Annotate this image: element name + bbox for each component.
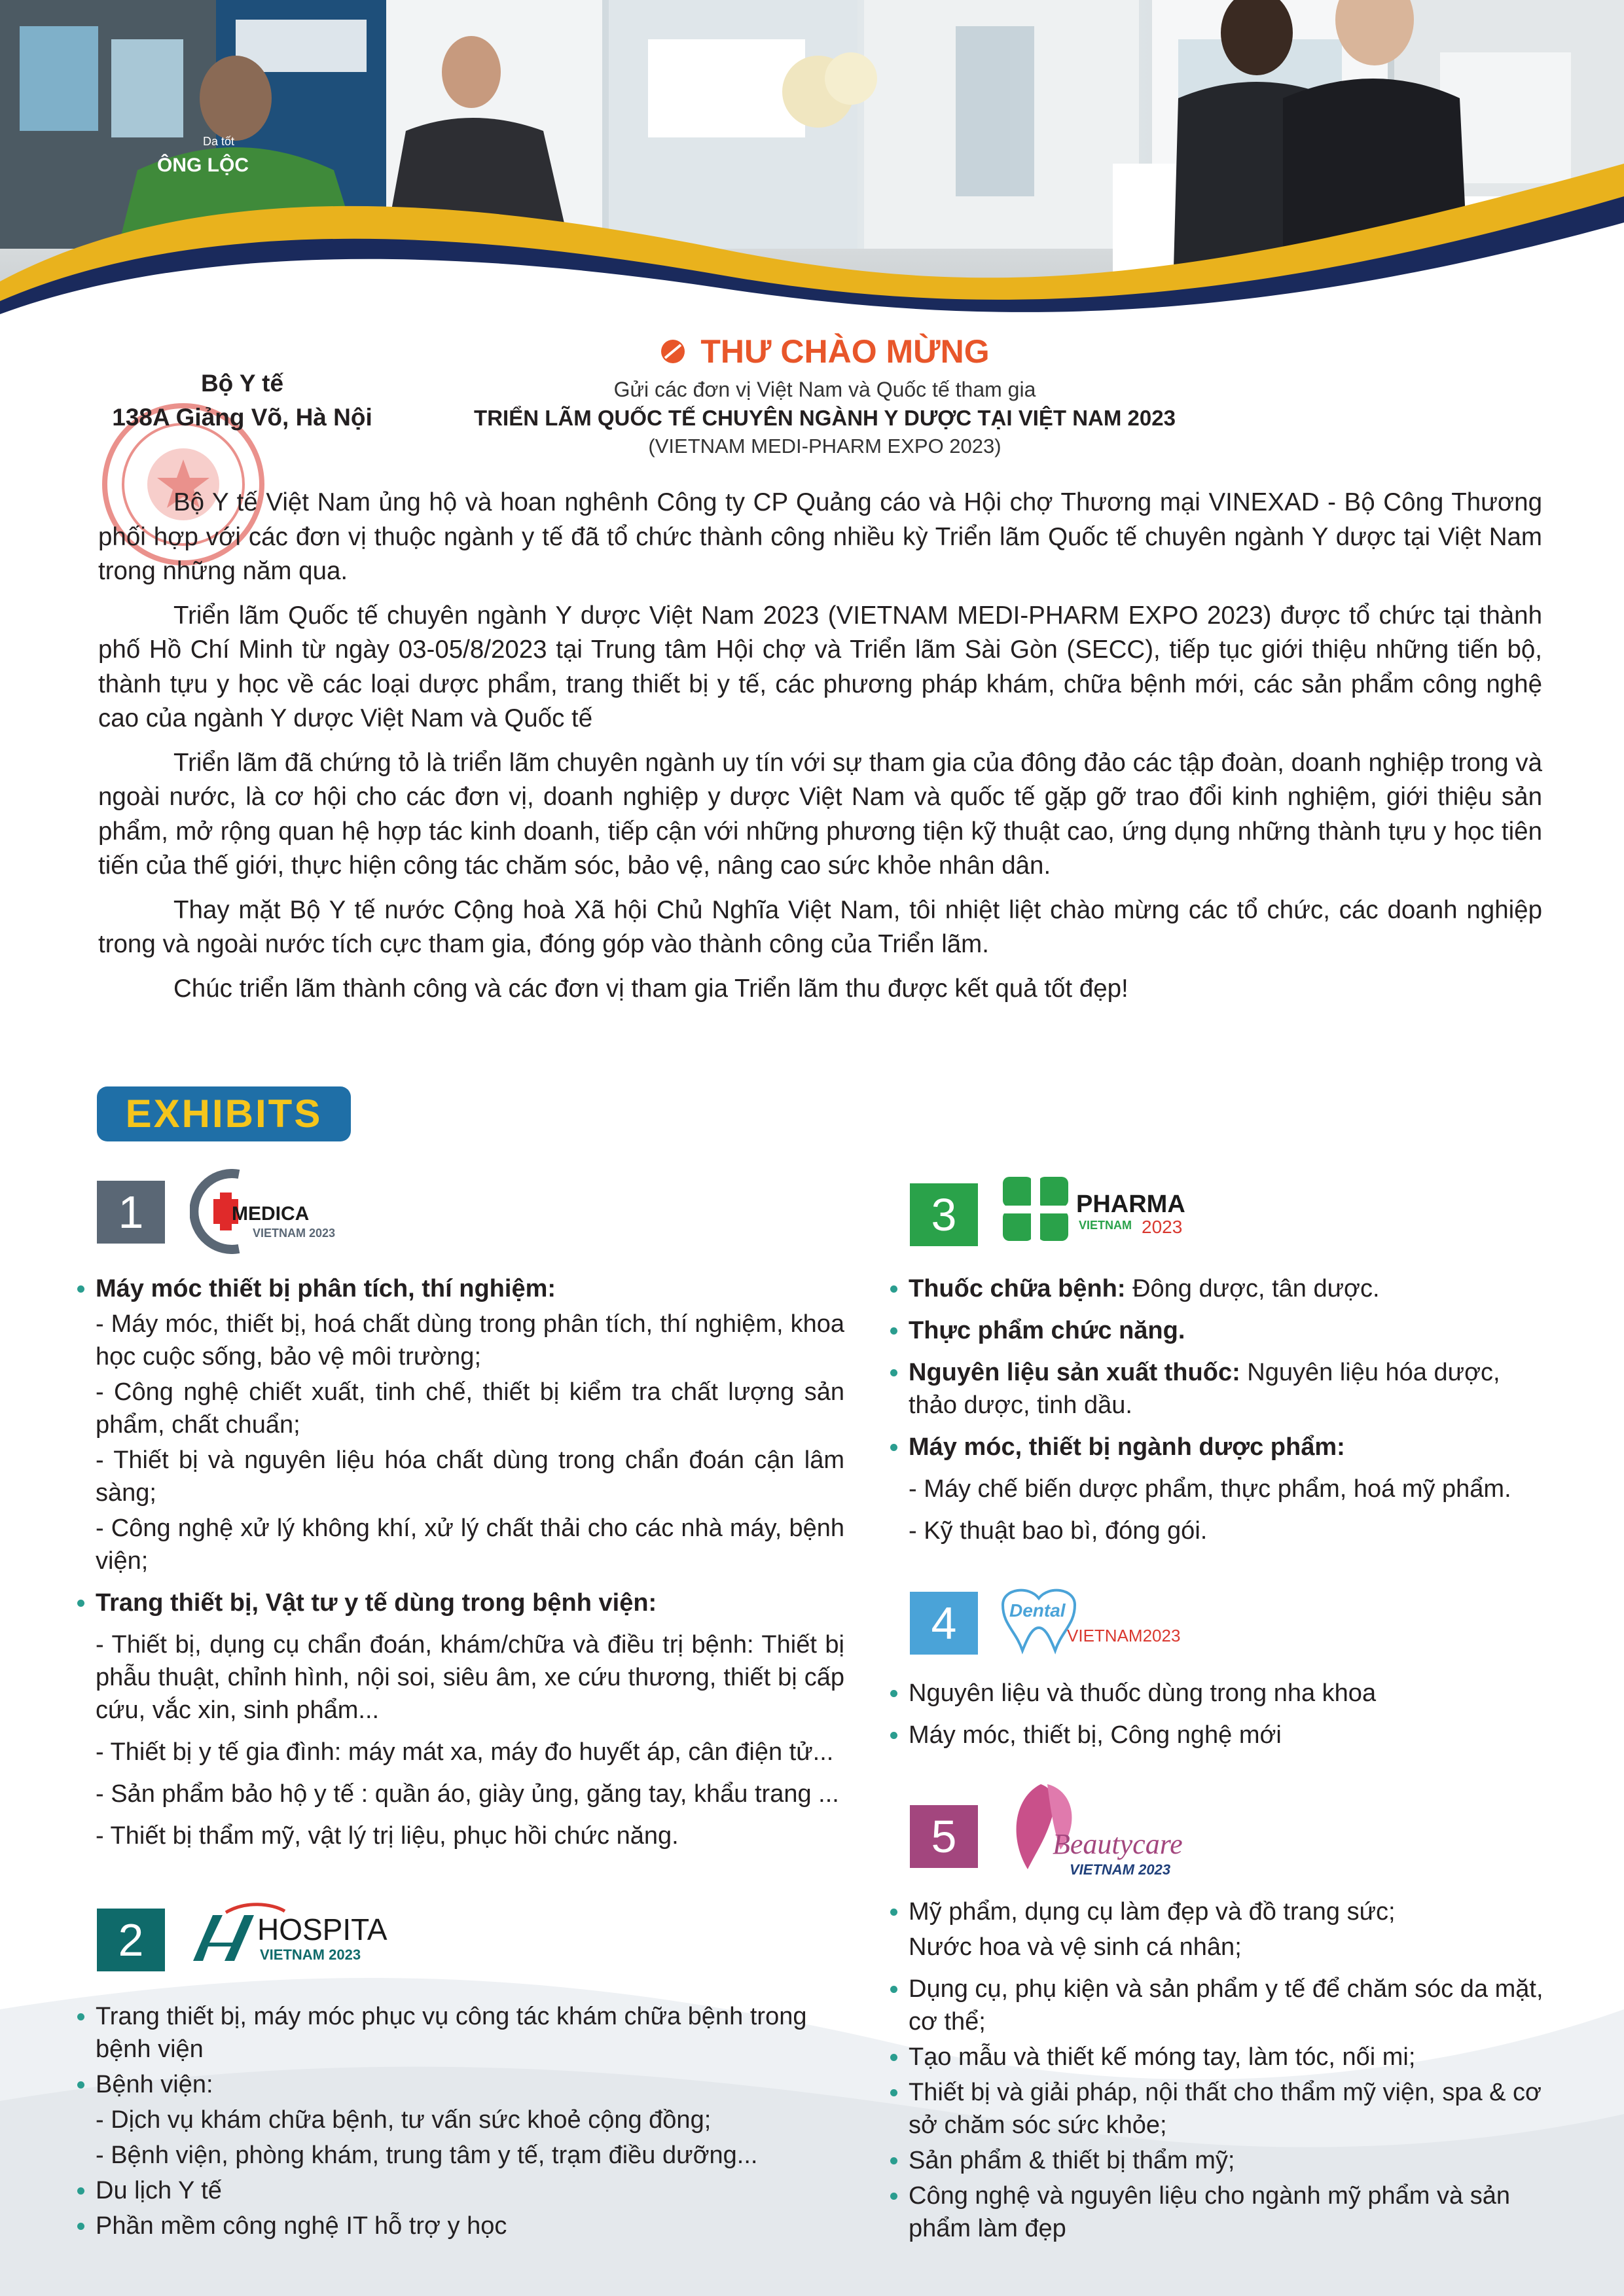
- section-3-list: [890, 1272, 1545, 1556]
- section-2-list: [77, 2000, 844, 2245]
- list-subitem: - Công nghệ xử lý không khí, xử lý chất thải cho các nhà máy, bệnh viện;: [96, 1515, 844, 1575]
- list-item: Du lịch Y tế: [77, 2174, 844, 2207]
- list-subitem: - Kỹ thuật bao bì, đóng gói.: [909, 1517, 1208, 1545]
- hospita-logo-name: HOSPITA: [257, 1912, 388, 1946]
- list-item: Trang thiết bị, Vật tư y tế dùng trong bệnh viện:: [77, 1587, 844, 1619]
- event-name: TRIỂN LÃM QUỐC TẾ CHUYÊN NGÀNH Y DƯỢC TẠI VIỆT NAM 2023: [474, 406, 1176, 430]
- section-number-3: 3: [910, 1183, 978, 1246]
- section-number-5: 5: [910, 1805, 978, 1868]
- list-subitem: - Thiết bị thẩm mỹ, vật lý trị liệu, phục hồi chức năng.: [96, 1822, 679, 1850]
- title-subtitle: Gửi các đơn vị Việt Nam và Quốc tế tham gia: [613, 378, 1036, 401]
- list-item: [890, 1314, 1545, 1347]
- beautycare-logo-name: Beautycare: [1053, 1828, 1183, 1860]
- dental-logo-sub: VIETNAM2023: [1067, 1626, 1181, 1645]
- list-item: Máy móc thiết bị phân tích, thí nghiệm:: [77, 1272, 844, 1305]
- list-item: [890, 1272, 1545, 1305]
- list-subitem: - Dịch vụ khám chữa bệnh, tư vấn sức khoẻ cộng đồng;: [96, 2106, 712, 2134]
- list-item: Dụng cụ, phụ kiện và sản phẩm y tế để chăm sóc da mặt, cơ thể;: [890, 1973, 1545, 2038]
- event-name-en: (VIETNAM MEDI-PHARM EXPO 2023): [648, 435, 1001, 457]
- section-number-1: 1: [97, 1181, 165, 1244]
- hospita-logo: [187, 1902, 396, 1974]
- list-item: Tạo mẫu và thiết kế móng tay, làm tóc, nối mi;: [890, 2041, 1545, 2073]
- beautycare-logo-sub: VIETNAM 2023: [1070, 1861, 1171, 1878]
- medica-logo: [190, 1169, 386, 1254]
- list-item: Thiết bị và giải pháp, nội thất cho thẩm mỹ viện, spa & cơ sở chăm sóc sức khỏe;: [890, 2076, 1545, 2142]
- list-subitem: - Máy chế biến dược phẩm, thực phẩm, hoá mỹ phẩm.: [909, 1475, 1511, 1503]
- shirt-text: ÔNG LỘC: [157, 154, 249, 176]
- list-item-continuation: Nước hoa và vệ sinh cá nhân;: [909, 1933, 1242, 1961]
- page-title: [660, 331, 989, 372]
- shirt-text-small: Da tốt: [203, 135, 235, 148]
- list-item: Sản phẩm & thiết bị thẩm mỹ;: [890, 2144, 1545, 2177]
- hospita-logo-sub: VIETNAM 2023: [260, 1946, 361, 1963]
- letter-body: [98, 486, 1542, 1016]
- section-number-2: 2: [97, 1909, 165, 1971]
- medica-logo-sub: VIETNAM 2023: [253, 1227, 336, 1240]
- list-subitem: - Máy móc, thiết bị, hoá chất dùng trong phân tích, thí nghiệm, khoa học cuộc sống, bảo vệ môi trường;: [96, 1310, 844, 1371]
- section-number-4: 4: [910, 1592, 978, 1655]
- list-item: Máy móc, thiết bị, Công nghệ mới: [890, 1719, 1545, 1751]
- section-4-list: [890, 1677, 1545, 1761]
- list-item: Nguyên liệu và thuốc dùng trong nha khoa: [890, 1677, 1545, 1710]
- list-item: [890, 1431, 1545, 1463]
- dental-logo: [990, 1585, 1212, 1657]
- section-5-list: [890, 1895, 1545, 2248]
- list-subitem: - Sản phẩm bảo hộ y tế : quần áo, giày ủng, găng tay, khẩu trang ...: [96, 1780, 839, 1808]
- list-item-bold: Thực phẩm chức năng.: [909, 1317, 1185, 1344]
- sender-org: Bộ Y tế: [200, 370, 284, 397]
- letter-paragraph: Triển lãm đã chứng tỏ là triển lãm chuyên ngành uy tín với sự tham gia của đông đảo các tập đoàn, doanh nghiệp trong và ngoài nước, là cơ hội cho các đơn vị, doanh nghiệp y dược Việt Nam và quốc tế gặp gỡ trao đổi kinh nghiệm, giới thiệu sản phẩm, mở rộng quan hệ hợp tác kinh doanh, tiếp cận với những phương tiện kỹ thuật cao, ứng dụng những thành tựu y học tiên tiến của thế giới, thực hiện công tác chăm sóc, bảo vệ, nâng cao sức khỏe nhân dân.: [98, 748, 1542, 880]
- pill-icon: [660, 338, 686, 365]
- list-item-bold: Nguyên liệu sản xuất thuốc:: [909, 1359, 1240, 1386]
- pharma-logo: [1000, 1173, 1210, 1245]
- list-subitem: - Công nghệ chiết xuất, tinh chế, thiết bị kiểm tra chất lượng sản phẩm, chất chuẩn;: [96, 1378, 844, 1439]
- sender-block: [72, 367, 412, 435]
- beautycare-logo: [1001, 1771, 1218, 1889]
- list-item: Công nghệ và nguyên liệu cho ngành mỹ phẩm và sản phẩm làm đẹp: [890, 2179, 1545, 2245]
- list-item: Bệnh viện:: [77, 2068, 844, 2101]
- letter-heading: [425, 331, 1224, 460]
- list-subitem: - Bệnh viện, phòng khám, trung tâm y tế, trạm điều dưỡng...: [96, 2142, 758, 2169]
- list-item: Phần mềm công nghệ IT hỗ trợ y học: [77, 2210, 844, 2242]
- sender-address: 138A Giảng Võ, Hà Nội: [112, 404, 372, 431]
- list-item: Mỹ phẩm, dụng cụ làm đẹp và đồ trang sức;: [890, 1895, 1545, 1928]
- title-text: THƯ CHÀO MỪNG: [700, 333, 990, 370]
- list-item-text: Nguyên liệu hóa dược, thảo dược, tinh dầu.: [909, 1359, 1500, 1419]
- pharma-logo-year: 2023: [1142, 1217, 1183, 1237]
- section-1-list: [77, 1272, 844, 1861]
- list-item-bold: Máy móc, thiết bị ngành dược phẩm:: [909, 1433, 1345, 1461]
- list-item: Trang thiết bị, máy móc phục vụ công tác khám chữa bệnh trong bệnh viện: [77, 2000, 844, 2066]
- letter-paragraph: Thay mặt Bộ Y tế nước Cộng hoà Xã hội Chủ Nghĩa Việt Nam, tôi nhiệt liệt chào mừng các tổ chức, các doanh nghiệp trong và ngoài nước tích cực tham gia, đóng góp vào thành công của Triển lãm.: [98, 895, 1542, 958]
- pharma-logo-sub: VIETNAM: [1079, 1219, 1132, 1232]
- exhibits-badge: EXHIBITS: [97, 1086, 351, 1141]
- pharma-logo-name: PHARMA: [1076, 1191, 1185, 1218]
- list-subitem: - Thiết bị, dụng cụ chẩn đoán, khám/chữa và điều trị bệnh: Thiết bị phẫu thuật, chỉnh hình, nội soi, siêu âm, xe cứu thương, thiết bị cấp cứu, vắc xin, sinh phẩm...: [96, 1631, 844, 1724]
- dental-logo-name: Dental: [1009, 1600, 1066, 1621]
- list-item-bold: Thuốc chữa bệnh:: [909, 1275, 1126, 1302]
- letter-paragraph: Triển lãm Quốc tế chuyên ngành Y dược Việt Nam 2023 (VIETNAM MEDI-PHARM EXPO 2023) được tổ chức tại thành phố Hồ Chí Minh từ ngày 03-05/8/2023 tại Trung tâm Hội chợ và Triển lãm Sài Gòn (SECC), tiếp tục giới thiệu những tiến bộ, thành tựu y học về các loại dược phẩm, trang thiết bị y tế, các phương pháp khám, chữa bệnh mới, các sản phẩm công nghệ cao của ngành Y dược Việt Nam và Quốc tế: [98, 601, 1542, 732]
- list-item-text: Đông dược, tân dược.: [1125, 1275, 1380, 1302]
- letter-paragraph: Chúc triển lãm thành công và các đơn vị tham gia Triển lãm thu được kết quả tốt đẹp!: [173, 974, 1128, 1003]
- list-item: [890, 1356, 1545, 1422]
- list-subitem: - Thiết bị y tế gia đình: máy mát xa, máy đo huyết áp, cân điện tử...: [96, 1738, 834, 1766]
- letter-paragraph: Bộ Y tế Việt Nam ủng hộ và hoan nghênh Công ty CP Quảng cáo và Hội chợ Thương mại VINEXAD - Bộ Công Thương phối hợp với các đơn vị thuộc ngành y tế đã tổ chức thành công nhiều kỳ Triển lãm Quốc tế chuyên ngành Y dược tại Việt Nam trong những năm qua.: [98, 488, 1542, 585]
- list-subitem: - Thiết bị và nguyên liệu hóa chất dùng trong chẩn đoán cận lâm sàng;: [96, 1446, 844, 1507]
- medica-logo-name: MEDICA: [232, 1203, 310, 1225]
